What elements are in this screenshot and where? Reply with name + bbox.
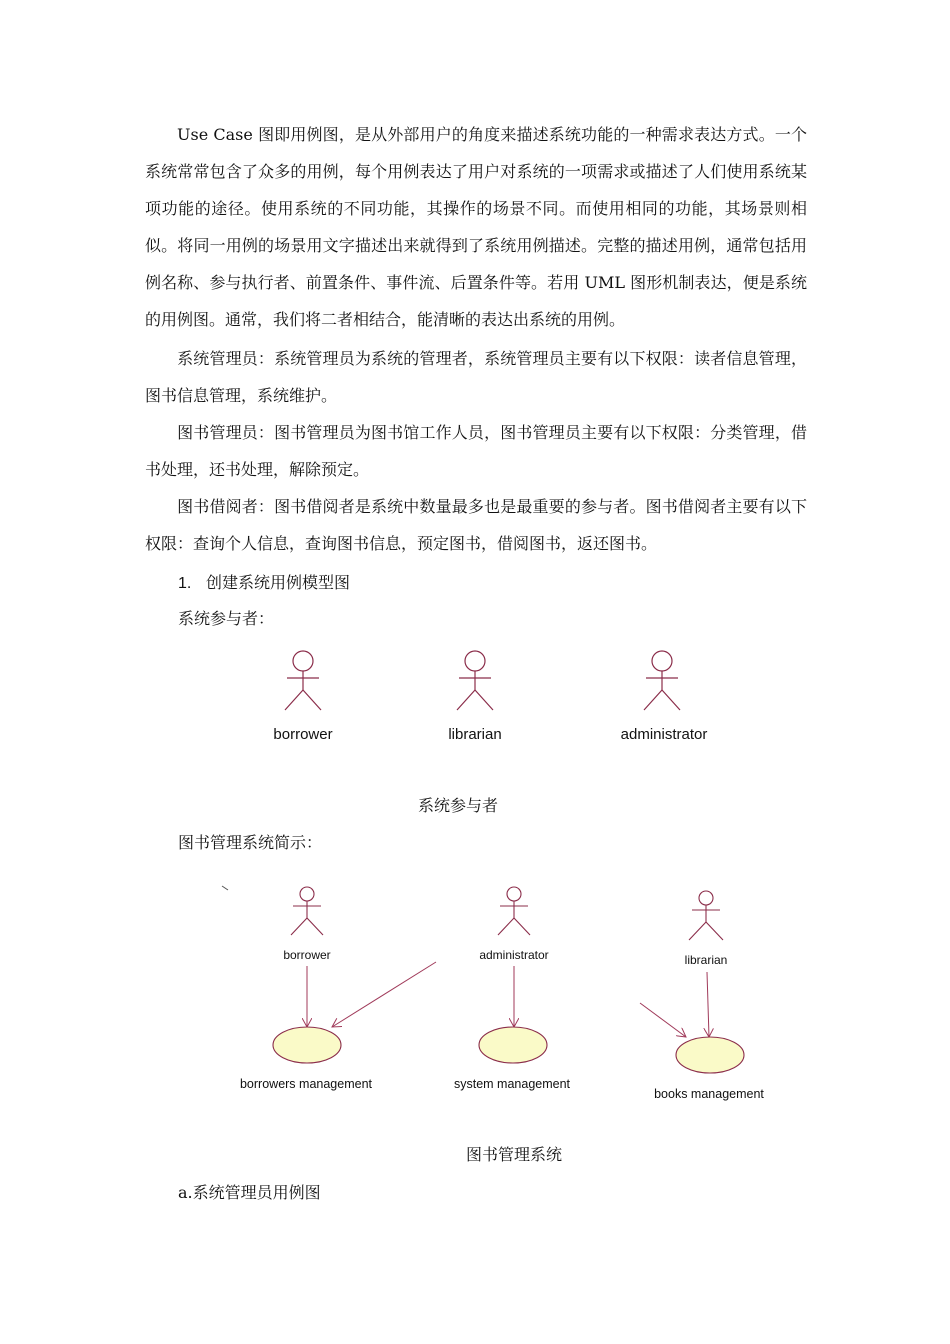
actor-label-borrower: borrower [273, 726, 333, 743]
arrow-to-books-management [640, 1003, 686, 1037]
stray-mark [222, 886, 228, 890]
borrower-paragraph: 图书借阅者：图书借阅者是系统中数量最多也是最重要的参与者。图书借阅者主要有以下权限：查询个人信息，查询图书信息，预定图书，借阅图书，返还图书。 [145, 497, 807, 553]
sys-actor-label-librarian: librarian [684, 953, 728, 967]
actor-label-administrator: administrator [620, 726, 708, 743]
figure1-caption: 系统参与者 [417, 796, 498, 815]
sys-actor-borrower [291, 887, 323, 935]
usecase-system-management [479, 1027, 547, 1063]
sys-actor-label-borrower: borrower [283, 948, 331, 962]
actor-figure-librarian [457, 651, 493, 710]
arrow-librarian-to-books-management [707, 972, 709, 1037]
list-text: 创建系统用例模型图 [206, 573, 351, 592]
actor-figure-borrower [285, 651, 321, 710]
sys-actor-label-administrator: administrator [479, 948, 549, 962]
actor-figure-administrator [644, 651, 680, 710]
usecase-books-management [676, 1037, 744, 1073]
librarian-paragraph: 图书管理员：图书管理员为图书馆工作人员，图书管理员主要有以下权限：分类管理，借书处理，还书处理，解除预定。 [145, 423, 807, 479]
system-sketch-label: 图书管理系统简示： [178, 833, 323, 852]
sys-actor-administrator [498, 887, 530, 935]
actor-label-librarian: librarian [448, 726, 502, 743]
admin-paragraph: 系统管理员：系统管理员为系统的管理者，系统管理员主要有以下权限：读者信息管理，图书信息管理，系统维护。 [145, 349, 807, 405]
intro-paragraph: Use Case 图即用例图，是从外部用户的角度来描述系统功能的一种需求表达方式。一个系统常常包含了众多的用例，每个用例表达了用户对系统的一项需求或描述了人们使用系统某项功能的途径。使用系统的不同功能，其操作的场景不同。而使用相同的功能，其场景则相似。将同一用例的场景用文字描述出来就得到了系统用例描述。完整的描述用例，通常包括用例名称、参与执行者、前置条件、事件流、后置条件等。若用 UML 图形机制表达，便是系统的用例图。通常，我们将二者相结合，能清晰的表达出系统的用例。 [145, 125, 807, 329]
list-number: 1. [178, 575, 192, 592]
usecase-label-system-management: system management [453, 1077, 571, 1091]
usecase-borrowers-management [273, 1027, 341, 1063]
actor-head [293, 651, 313, 671]
figure2-caption: 图书管理系统 [465, 1145, 562, 1164]
usecase-label-borrowers-management: borrowers management [239, 1077, 373, 1091]
actors-label: 系统参与者： [178, 609, 275, 628]
subheading: a.系统管理员用例图 [178, 1183, 321, 1202]
usecase-label-books-management: books management [654, 1087, 764, 1101]
arrow-administrator-to-borrowers-management [332, 962, 436, 1027]
sys-actor-librarian [689, 891, 723, 940]
